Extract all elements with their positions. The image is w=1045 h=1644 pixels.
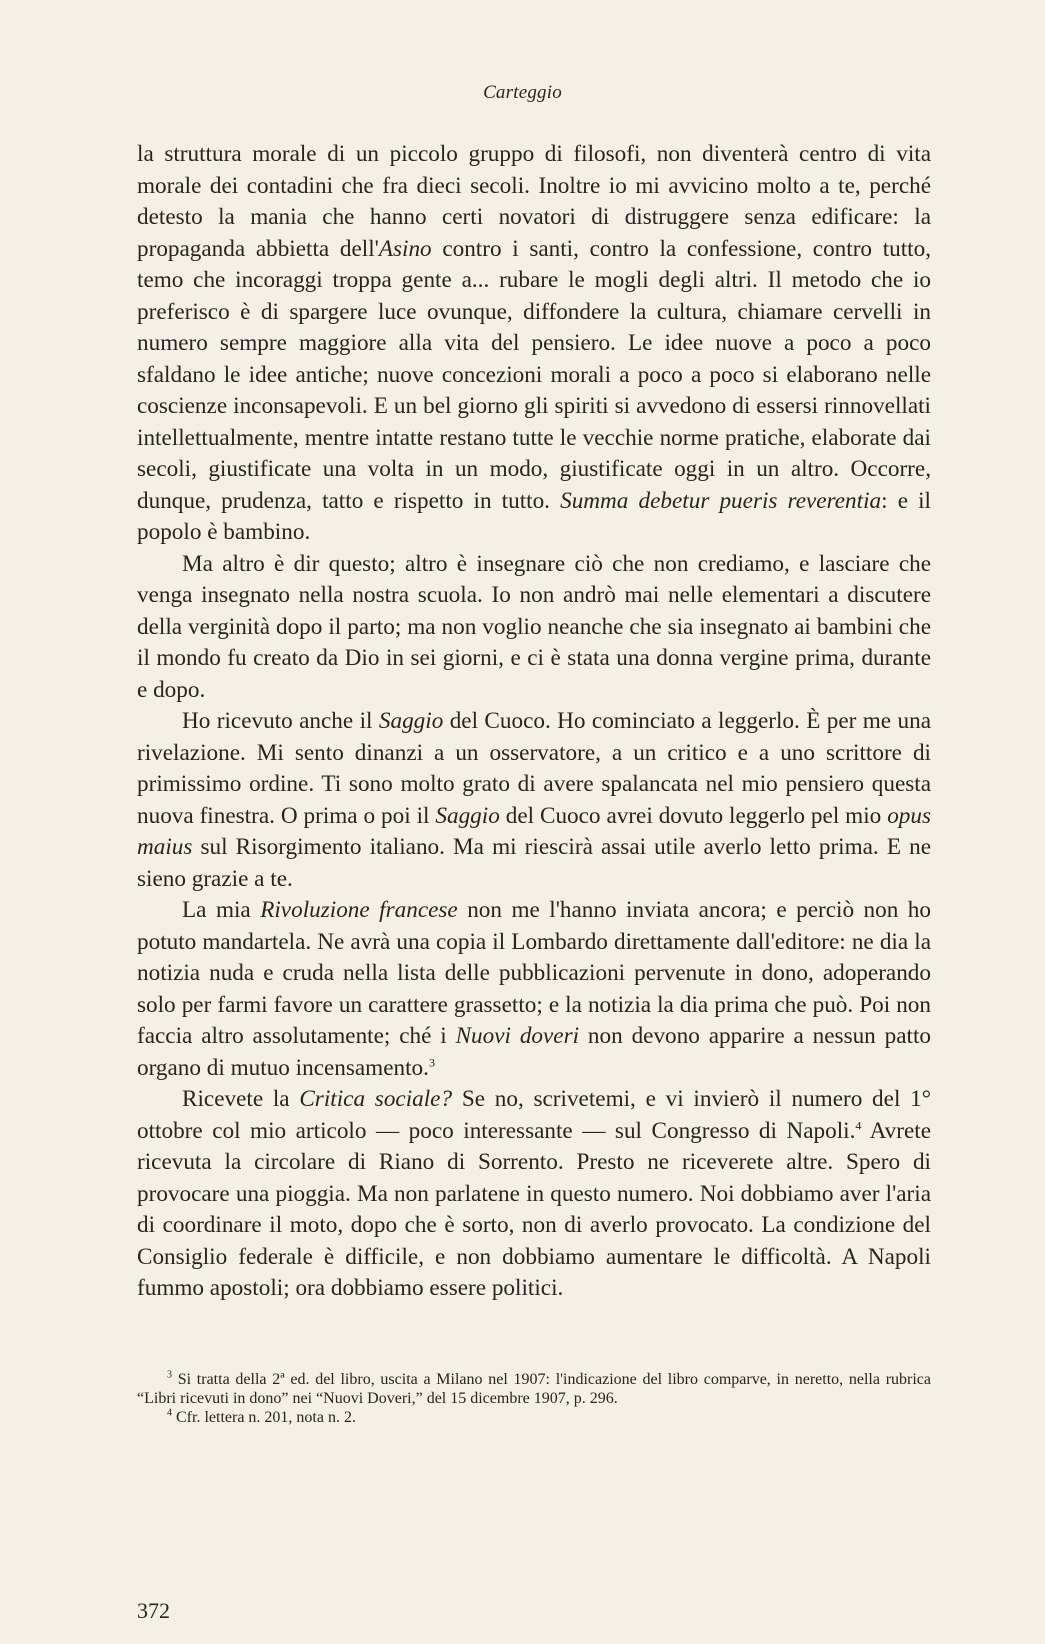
footnote-ref-4: 4 bbox=[855, 1117, 862, 1132]
paragraph-3: Ho ricevuto anche il Saggio del Cuoco. Ho cominciato a leggerlo. È per me una rivelazione. Mi sento dinanzi a un osservatore, a un critico e a uno scrittore di primissimo ordine. Ti sono molto grato di avere spalancata nel mio pensiero questa nuova finestra. O prima o poi il Saggio del Cuoco avrei dovuto leggerlo pel mio opus maius sul Risorgimento italiano. Ma mi riescirà assai utile averlo letto prima. E ne sieno grazie a te. bbox=[137, 708, 931, 892]
paragraph-1: la struttura morale di un piccolo gruppo di filosofi, non diventerà centro di vita morale dei contadini che fra dieci secoli. Inoltre io mi avvicino molto a te, perché detesto la mania che hanno certi novatori di distruggere senza edificare: la propaganda abbietta dell'Asino contro i santi, contro la confessione, contro tutto, temo che incoraggi troppa gente a... rubare le mogli degli altri. Il metodo che io preferisco è di spargere luce ovunque, diffondere la cultura, chiamare cervelli in numero sempre maggiore alla vita del pensiero. Le idee nuove a poco a poco sfaldano le idee antiche; nuove concezioni morali a poco a poco si elaborano nelle coscienze inconsapevoli. E un bel giorno gli spiriti si avvedono di essersi rinnovellati intellettualmente, mentre intatte restano tutte le vecchie norme pratiche, elaborate dai secoli, giustificate una volta in un modo, giustificate oggi in un altro. Occorre, dunque, prudenza, tatto e rispetto in tutto. Summa debetur pueris reverentia: e il popolo è bambino. bbox=[137, 141, 932, 545]
running-head: Carteggio bbox=[483, 82, 562, 103]
title-asino: Asino bbox=[378, 235, 432, 262]
footnotes bbox=[137, 1370, 931, 1427]
paragraph-2: Ma altro è dir questo; altro è insegnare ciò che non crediamo, e lasciare che venga insegnato nella nostra scuola. Io non andrò mai nelle elementari a discutere della verginità dopo il parto; ma non voglio neanche che sia insegnato ai bambini che il mondo fu creato da Dio in sei giorni, e ci è stata una donna vergine prima, durante e dopo. bbox=[137, 550, 931, 703]
footnote-4: $^4$ Cfr. lettera n. 201, nota n. 2. bbox=[167, 1407, 356, 1426]
latin-quote: Summa debetur pueris reverentia bbox=[560, 487, 882, 514]
paragraph-4: La mia Rivoluzione francese non me l'hanno inviata ancora; e perciò non ho potuto mandartela. Ne avrà una copia il Lombardo direttamente dall'editore: ne dia la notizia nuda e cruda nella lista delle pubblicazioni pervenute in dono, adoperando solo per farmi favore un carattere grassetto; e la notizia la dia prima che può. Poi non faccia altro assolutamente; ché i Nuovi doveri non devono apparire a nessun patto organo di mutuo incensamento.$^3$ bbox=[137, 897, 932, 1081]
paragraph-5: Ricevete la Critica sociale? Se no, scrivetemi, e vi invierò il numero del 1° ottobre col mio articolo — poco interessante — sul Congresso di Napoli.$^4$ Avrete ricevuta la circolare di Riano di Sorrento. Presto ne riceverete altre. Spero di provocare una pioggia. Ma non parlatene in questo numero. Noi dobbiamo aver l'aria di coordinare il moto, dopo che è sorto, non di averlo provocato. La condizione del Consiglio federale è difficile, e non dobbiamo aumentare le difficoltà. A Napoli fummo apostoli; ora dobbiamo essere politici. bbox=[137, 1086, 931, 1301]
page-number: 372 bbox=[137, 1598, 170, 1623]
letter-body bbox=[137, 139, 931, 1305]
footnote-ref-3: 3 bbox=[428, 1054, 435, 1069]
footnote-3: $^3$ Si tratta della 2ª ed. del libro, uscita a Milano nel 1907: l'indicazione del libro comparve, in neretto, nella rubrica “Libri ricevuti in dono” nei “Nuovi Doveri,” del 15 dicembre 1907, p. 296. bbox=[137, 1369, 931, 1407]
